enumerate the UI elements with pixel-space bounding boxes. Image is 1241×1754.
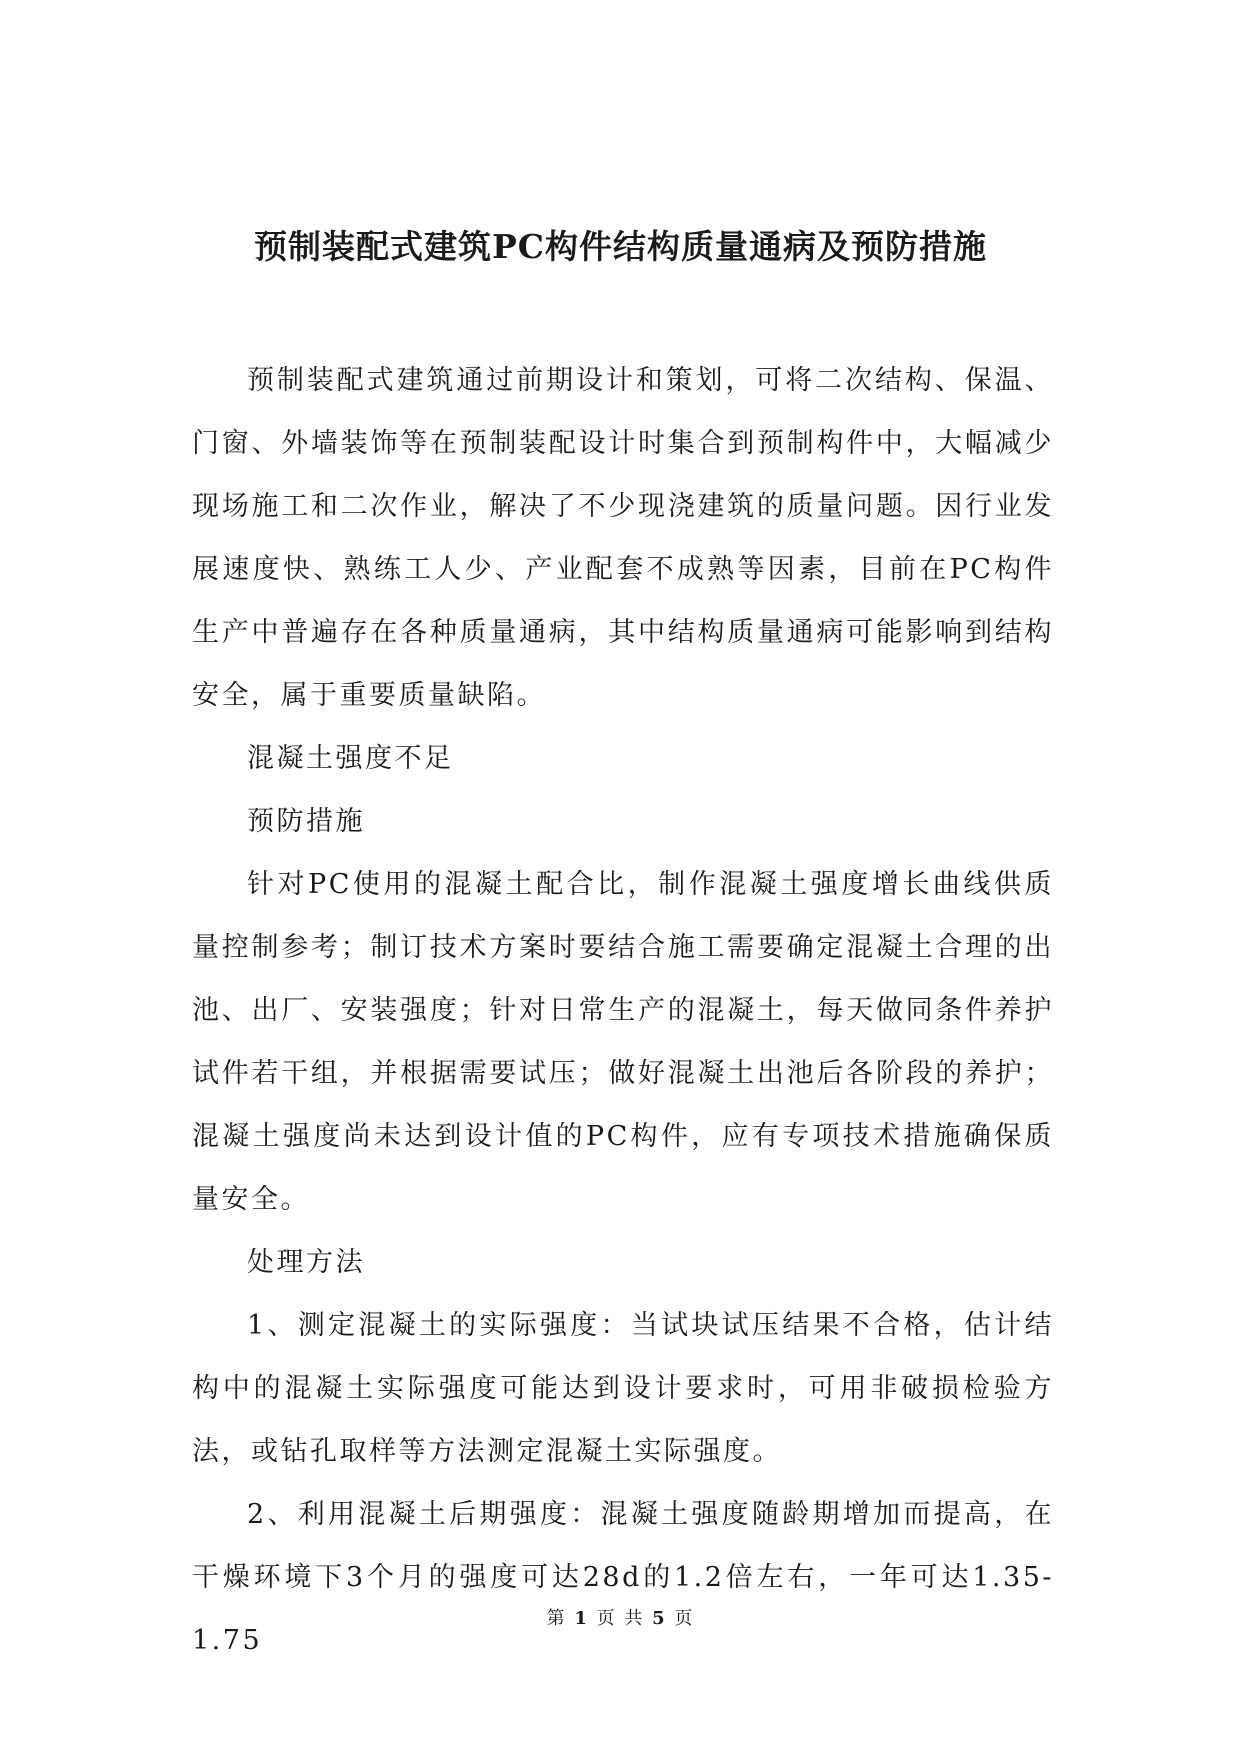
paragraph-treatment-2: 2、利用混凝土后期强度：混凝土强度随龄期增加而提高，在干燥环境下3个月的强度可达28d的1.2倍左右，一年可达1.35-1.75 bbox=[192, 1499, 1054, 1656]
document-title: 预制装配式建筑PC构件结构质量通病及预防措施 bbox=[253, 227, 988, 266]
document-body bbox=[192, 349, 1054, 1672]
footer-total-pages: 5 bbox=[652, 1608, 667, 1629]
subheading-treatment: 处理方法 bbox=[247, 1247, 365, 1278]
page-footer bbox=[0, 1606, 1241, 1632]
footer-current-page: 1 bbox=[574, 1608, 589, 1629]
paragraph-prevention: 针对PC使用的混凝土配合比，制作混凝土强度增长曲线供质量控制参考；制订技术方案时要结合施工需要确定混凝土合理的出池、出厂、安装强度；针对日常生产的混凝土，每天做同条件养护试件若干组，并根据需要试压；做好混凝土出池后各阶段的养护；混凝土强度尚未达到设计值的PC构件，应有专项技术措施确保质量安全。 bbox=[192, 869, 1054, 1215]
footer-middle: 页 共 bbox=[596, 1608, 645, 1629]
paragraph-treatment-1: 1、测定混凝土的实际强度：当试块试压结果不合格，估计结构中的混凝土实际强度可能达到设计要求时，可用非破损检验方法，或钻孔取样等方法测定混凝土实际强度。 bbox=[192, 1310, 1054, 1467]
paragraph-intro: 预制装配式建筑通过前期设计和策划，可将二次结构、保温、门窗、外墙装饰等在预制装配设计时集合到预制构件中，大幅减少现场施工和二次作业，解决了不少现浇建筑的质量问题。因行业发展速度快、熟练工人少、产业配套不成熟等因素，目前在PC构件生产中普遍存在各种质量通病，其中结构质量通病可能影响到结构安全，属于重要质量缺陷。 bbox=[192, 365, 1054, 711]
footer-prefix: 第 bbox=[546, 1608, 567, 1629]
subheading-prevention: 预防措施 bbox=[247, 806, 365, 837]
section-heading-concrete-strength: 混凝土强度不足 bbox=[247, 743, 454, 774]
footer-suffix: 页 bbox=[674, 1608, 695, 1629]
